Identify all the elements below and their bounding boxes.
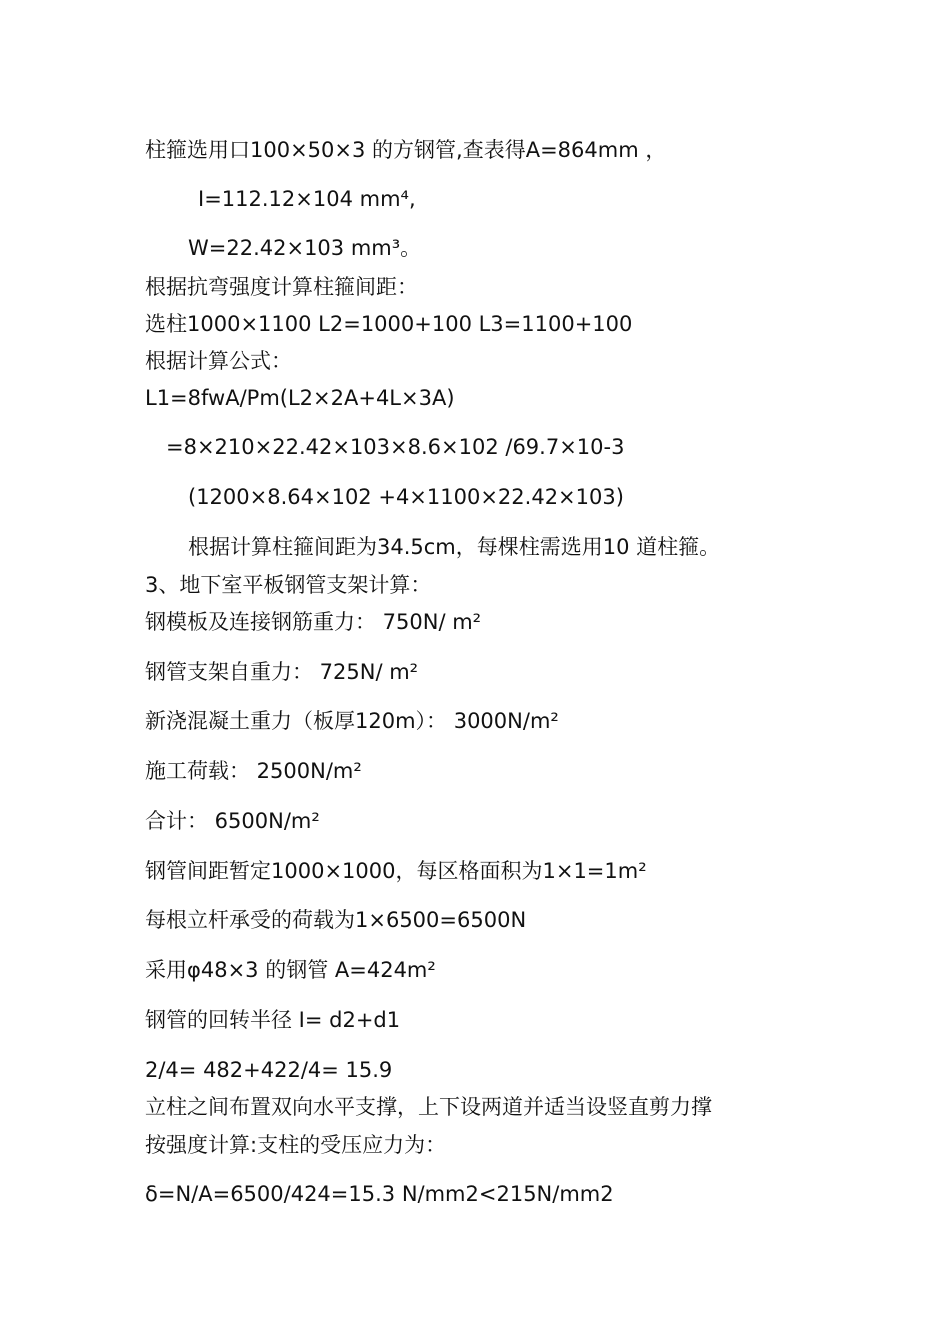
text-line-12: 钢模板及连接钢筋重力： 750N/ m² (145, 610, 482, 634)
text-line-17: 钢管间距暂定1000×1000，每区格面积为1×1=1m² (145, 859, 647, 883)
text-line-4: 根据抗弯强度计算柱箍间距： (145, 275, 418, 299)
text-line-23: 按强度计算:支柱的受压应力为： (145, 1133, 447, 1157)
text-line-1: 柱箍选用口100×50×3 的方钢管,查表得A=864mm ， (145, 138, 667, 162)
text-line-21: 2/4= 482+422/4= 15.9 (145, 1058, 393, 1082)
text-line-2: I=112.12×104 mm⁴, (198, 187, 416, 211)
text-line-11: 3、地下室平板钢管支架计算： (145, 573, 432, 597)
text-line-22: 立柱之间布置双向水平支撑，上下设两道并适当设竖直剪力撑 (145, 1095, 712, 1119)
text-line-13: 钢管支架自重力： 725N/ m² (145, 660, 419, 684)
text-line-9: (1200×8.64×102 +4×1100×22.42×103) (188, 485, 624, 509)
text-line-20: 钢管的回转半径 I= d2+d1 (145, 1008, 401, 1032)
text-line-8: =8×210×22.42×103×8.6×102 /69.7×10-3 (166, 435, 625, 459)
text-line-7: L1=8fwA/Pm(L2×2A+4L×3A) (145, 386, 455, 410)
text-line-19: 采用φ48×3 的钢管 A=424m² (145, 958, 436, 982)
text-line-16: 合计： 6500N/m² (145, 809, 320, 833)
text-line-6: 根据计算公式： (145, 349, 292, 373)
text-line-24: δ=N/A=6500/424=15.3 N/mm2<215N/mm2 (145, 1182, 614, 1206)
text-line-3: W=22.42×103 mm³。 (188, 236, 422, 260)
text-line-10: 根据计算柱箍间距为34.5cm，每棵柱需选用10 道柱箍。 (188, 535, 721, 559)
text-line-18: 每根立杆承受的荷载为1×6500=6500N (145, 908, 527, 932)
text-line-14: 新浇混凝土重力（板厚120m）： 3000N/m² (145, 709, 559, 733)
text-line-15: 施工荷载： 2500N/m² (145, 759, 362, 783)
text-line-5: 选柱1000×1100 L2=1000+100 L3=1100+100 (145, 312, 633, 336)
